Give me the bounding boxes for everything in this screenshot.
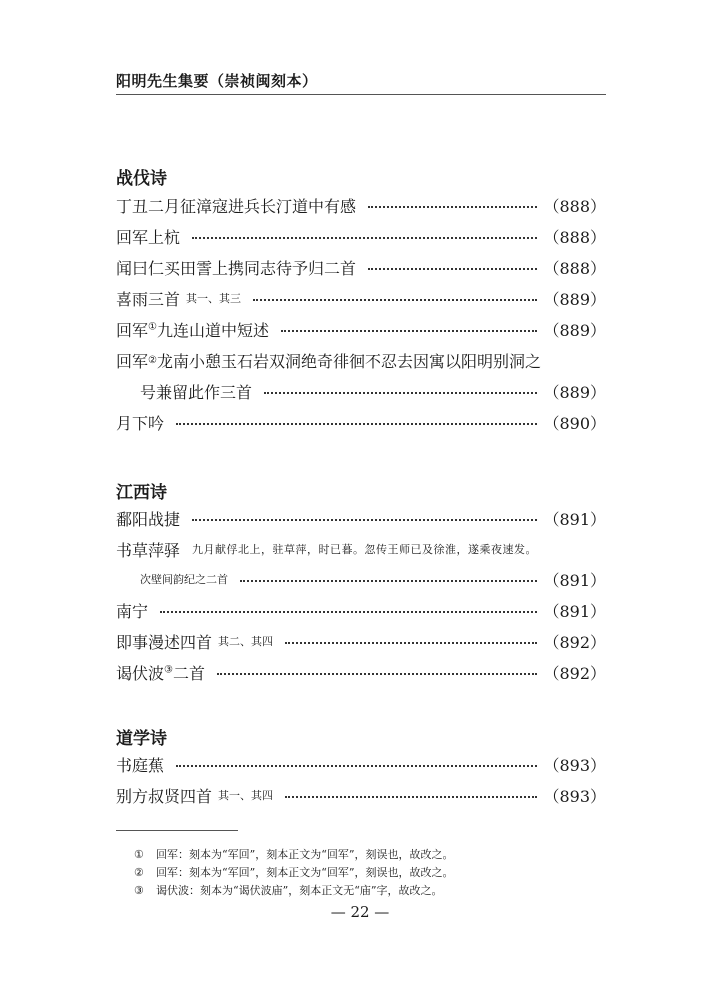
dot-leader	[192, 237, 537, 239]
entry-note: 其一、其三	[186, 292, 242, 305]
entry-note: 其二、其四	[218, 635, 274, 648]
toc-entry	[116, 317, 606, 341]
dot-leader	[217, 673, 537, 675]
entry-page: （891）	[543, 509, 606, 529]
page-number: — 22 —	[330, 903, 390, 921]
toc-entry	[116, 506, 606, 530]
entry-title-a: 回军	[116, 320, 149, 340]
entry-title: 闻曰仁买田霅上携同志待予归二首	[116, 258, 357, 278]
dot-leader	[240, 580, 537, 582]
toc-entry	[116, 224, 606, 248]
entry-title: 书庭蕉	[116, 755, 165, 775]
entry-page: （892）	[543, 663, 606, 683]
entry-page: （890）	[543, 413, 606, 433]
footnote-mark: ①	[134, 848, 144, 861]
entry-title-a: 回军	[116, 351, 149, 371]
toc-entry	[116, 286, 606, 310]
footnote-mark: ③	[134, 884, 144, 897]
dot-leader	[176, 423, 537, 425]
footnote-mark: ②	[134, 866, 144, 879]
entry-title: 回军上杭	[116, 227, 181, 247]
toc-entry	[140, 567, 606, 591]
entry-page: （889）	[543, 382, 606, 402]
dot-leader	[192, 519, 537, 521]
entry-title: 喜雨三首	[116, 289, 181, 309]
entry-page: （892）	[543, 632, 606, 652]
footnote-text: 回军：刻本为“军回”，刻本正文为“回军”，刻误也，故改之。	[156, 866, 454, 879]
entry-page: （889）	[543, 320, 606, 340]
entry-title: 别方叔贤四首	[116, 786, 213, 806]
entry-title: 即事漫述四首	[116, 632, 213, 652]
toc-entry-continuation	[140, 379, 606, 403]
footnote-ref: ②	[148, 354, 157, 366]
toc-entry	[116, 629, 606, 653]
dot-leader	[176, 765, 537, 767]
dot-leader	[368, 206, 537, 208]
toc-entry	[116, 255, 606, 279]
entry-title-b: 龙南小憩玉石岩双洞绝奇徘徊不忍去因寓以阳明别洞之	[156, 351, 541, 371]
dot-leader	[253, 299, 537, 301]
toc-entry	[116, 752, 606, 776]
entry-description: 九月献俘北上，驻草萍，时已暮。忽传王师已及徐淮，遂乘夜速发。	[192, 543, 538, 556]
footnote-text: 回军：刻本为“军回”，刻本正文为“回军”，刻误也，故改之。	[156, 848, 454, 861]
entry-page: （893）	[543, 786, 606, 806]
toc-entry	[116, 783, 606, 807]
entry-title: 南宁	[116, 601, 149, 621]
dot-leader	[160, 611, 537, 613]
entry-title: 书草萍驿	[116, 540, 181, 560]
entry-title-b: 九连山道中短述	[156, 320, 269, 340]
footnote-text: 谒伏波：刻本为“谒伏波庙”，刻本正文无“庙”字，故改之。	[156, 884, 443, 897]
toc-entry	[116, 193, 606, 217]
footnote-ref: ③	[164, 664, 173, 676]
entry-page: （893）	[543, 755, 606, 775]
toc-entry	[116, 660, 606, 684]
entry-title: 号兼留此作三首	[140, 382, 253, 402]
footnote	[134, 846, 454, 862]
entry-title	[116, 318, 269, 341]
entry-page: （891）	[543, 570, 606, 590]
dot-leader	[264, 392, 537, 394]
entry-page: （888）	[543, 258, 606, 278]
footnote	[134, 882, 443, 898]
dot-leader	[281, 330, 537, 332]
toc-entry-line1	[116, 348, 606, 372]
running-head: 阳明先生集要（崇祯闽刻本）	[116, 72, 318, 90]
entry-page: （889）	[543, 289, 606, 309]
entry-title: 月下吟	[116, 413, 165, 433]
entry-page: （888）	[543, 196, 606, 216]
dot-leader	[285, 796, 537, 798]
toc-entry	[116, 410, 606, 434]
section-title-daoxue: 道学诗	[116, 729, 167, 749]
entry-page: （891）	[543, 601, 606, 621]
dot-leader	[285, 642, 537, 644]
entry-title-b: 二首	[172, 663, 205, 683]
entry-title-a: 谒伏波	[116, 663, 165, 683]
footnote-rule	[116, 830, 238, 831]
footnote	[134, 864, 454, 880]
section-title-jiangxi: 江西诗	[116, 483, 167, 503]
entry-page: （888）	[543, 227, 606, 247]
entry-title: 鄱阳战捷	[116, 509, 181, 529]
section-title-zhanfa: 战伐诗	[116, 169, 167, 189]
toc-entry-line1	[116, 537, 606, 561]
entry-title: 丁丑二月征漳寇进兵长汀道中有感	[116, 196, 357, 216]
header-rule	[116, 94, 606, 95]
dot-leader	[368, 268, 537, 270]
entry-note: 其一、其四	[218, 789, 274, 802]
entry-title: 次壁间韵纪之二首	[140, 573, 228, 586]
toc-entry	[116, 598, 606, 622]
footnote-ref: ①	[148, 321, 157, 333]
entry-title	[116, 661, 205, 684]
